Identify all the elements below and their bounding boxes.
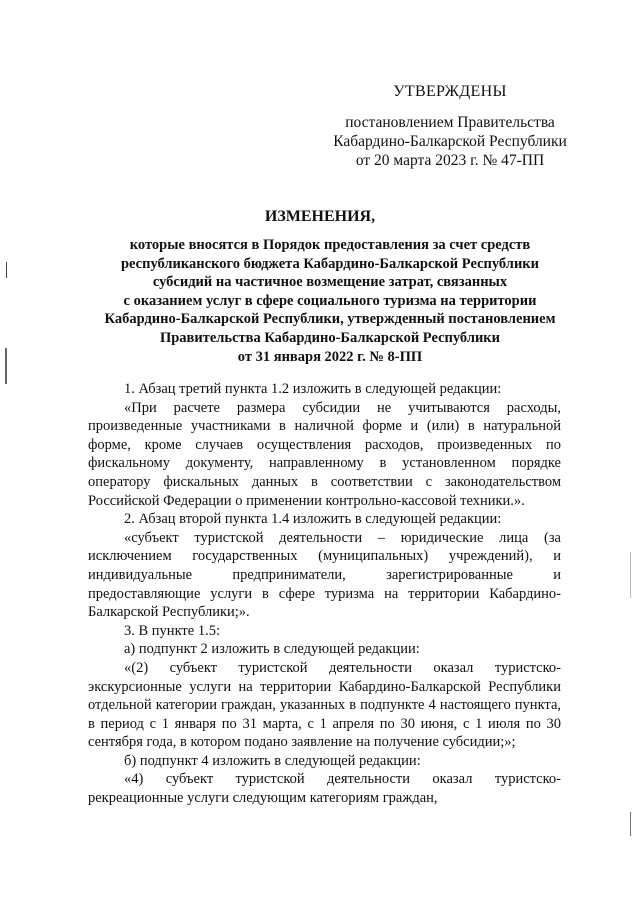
approval-line: постановлением Правительства [345,114,555,131]
scan-mark [630,552,631,598]
subtitle-line: от 31 января 2022 г. № 8-ПП [237,348,423,365]
subtitle-line: Кабардино-Балкарской Республики, утвержденный постановлением [104,311,556,328]
subtitle-line: республиканского бюджета Кабардино-Балкарской Республики [120,255,540,272]
scan-mark [5,348,7,384]
subtitle-line: субсидий на частичное возмещение затрат, связанных [152,274,508,291]
paragraph: «При расчете размера субсидии не учитываются расходы, произведенные участниками в наличной форме и (или) в натуральной форме, кроме случаев осуществления расходов, произведенных по фискальному документу, направленному в установленном порядке оператору фискальных данных в соответствии с законодательством Российской Федерации о применении контрольно-кассовой техники.». [88,399,561,509]
approval-block [300,82,600,170]
paragraph: 1. Абзац третий пункта 1.2 изложить в следующей редакции: [124,381,502,397]
subtitle-line: Правительства Кабардино-Балкарской Республики [159,329,501,346]
approval-line: Кабардино-Балкарской Республики [333,133,567,150]
document-subtitle [80,236,580,366]
paragraph: 3. В пункте 1.5: [124,622,220,639]
document-title: ИЗМЕНЕНИЯ, [264,208,376,225]
paragraph: «4) субъект туристской деятельности оказал туристско-рекреационные услуги следующим категориям граждан, [88,771,561,807]
paragraph: 2. Абзац второй пункта 1.4 изложить в следующей редакции: [124,511,502,528]
paragraph: «(2) субъект туристской деятельности оказал туристско-экскурсионные услуги на территории Кабардино-Балкарской Республики отдельной категории граждан, указанных в подпункте 4 настоящего пункта, в период с 1 января по 31 марта, с 1 апреля по 30 июня, с 1 июля по 30 сентября года, в котором подано заявление на получение субсидии;»; [88,659,561,751]
paragraph: а) подпункт 2 изложить в следующей редакции: [124,641,420,658]
subtitle-line: которые вносятся в Порядок предоставления за счет средств [129,237,531,253]
subtitle-line: с оказанием услуг в сфере социального туризма на территории [123,292,537,309]
approval-heading: УТВЕРЖДЕНЫ [393,83,507,100]
paragraph: б) подпункт 4 изложить в следующей редакции: [124,752,421,769]
approval-line: от 20 марта 2023 г. № 47-ПП [355,152,545,169]
document-body [88,380,561,808]
paragraph: «субъект туристской деятельности – юридические лица (за исключением государственных (муниципальных) учреждений), и индивидуальные предприниматели, зарегистрированные и предоставляющие услуги в сфере туризма на территории Кабардино-Балкарской Республики;». [88,529,561,621]
scan-mark [630,812,631,836]
scan-mark [6,262,7,278]
